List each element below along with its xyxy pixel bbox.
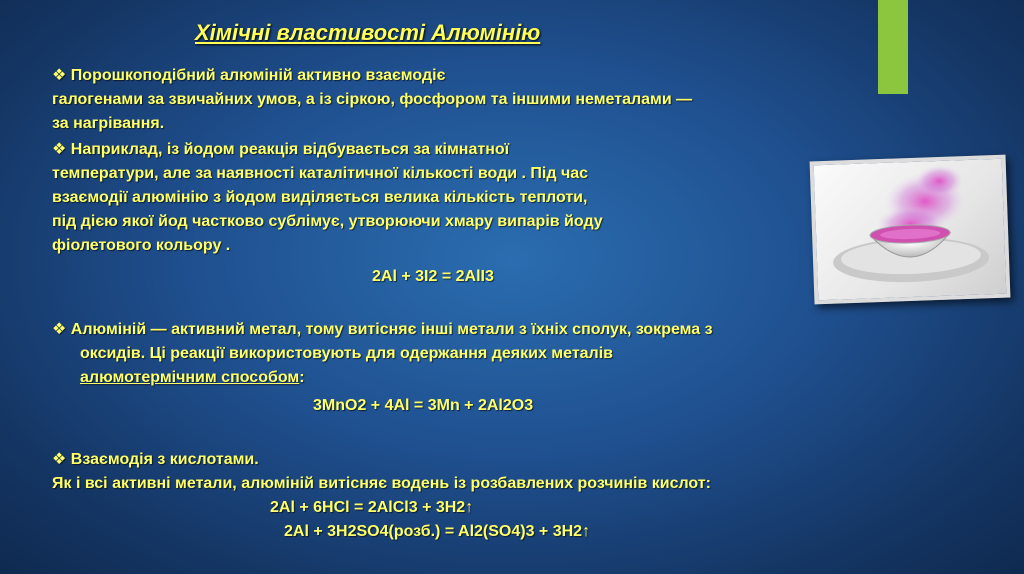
- equation-aluminium-iodide: 2Al + 3I2 = 2AlI3: [372, 268, 494, 285]
- para1-line3: за нагрівання.: [52, 115, 165, 132]
- iodine-reaction-photo: [810, 155, 1011, 305]
- para2-line3: взаємодії алюмінію з йодом виділяється велика кількість теплоти,: [52, 189, 588, 206]
- para2-line5: фіолетового кольору .: [52, 237, 231, 254]
- para4-line2: Як і всі активні метали, алюміній витісняє водень із розбавлених розчинів кислот:: [52, 475, 711, 492]
- equation-hcl: 2Al + 6HCl = 2AlCl3 + 3H2↑: [270, 499, 474, 516]
- para2-line2: температури, але за наявності каталітичної кількості води . Під час: [52, 165, 589, 182]
- equation-aluminothermy: 3MnO2 + 4Al = 3Mn + 2Al2O3: [313, 397, 534, 414]
- equation-sulfuric: 2Al + 3H2SO4(розб.) = Al2(SO4)3 + 3H2↑: [284, 523, 591, 540]
- para3-line3-suffix: :: [299, 369, 305, 386]
- para2-line1: ❖ Наприклад, із йодом реакція відбувається за кімнатної: [52, 141, 510, 158]
- para2-line4: під дією якої йод частково сублімує, утворюючи хмару випарів йоду: [52, 213, 603, 230]
- para3-line1: ❖ Алюміній — активний метал, тому витісняє інші метали з їхніх сполук, зокрема з: [52, 321, 713, 338]
- para1-line2: галогенами за звичайних умов, а із сіркою, фосфором та іншими неметалами —: [52, 91, 693, 108]
- para4-line1: ❖ Взаємодія з кислотами.: [52, 451, 259, 468]
- accent-bar: [878, 0, 908, 94]
- slide-title: Хімічні властивості Алюмінію: [195, 20, 541, 45]
- para3-line3: [80, 366, 305, 390]
- para1-line1: ❖ Порошкоподібний алюміній активно взаємодіє: [52, 67, 446, 84]
- aluminothermy-term: алюмотермічним способом: [80, 369, 300, 386]
- reaction-illustration: [814, 159, 1007, 300]
- para3-line2: оксидів. Ці реакції використовують для одержання деяких металів: [80, 345, 613, 362]
